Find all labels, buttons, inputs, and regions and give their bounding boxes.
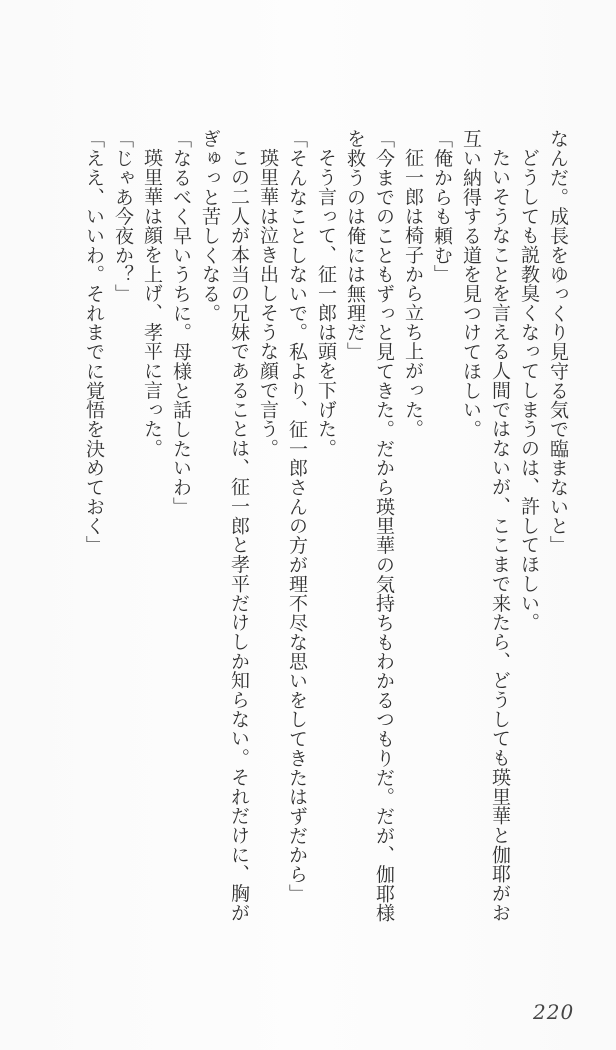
paragraph: 「ええ、いいわ。それまでに覚悟を決めておく」 <box>83 129 105 555</box>
paragraph: なんだ。成長をゆっくり見守る気で臨まないと」 <box>547 129 569 555</box>
page-number: 220 <box>533 1000 575 1024</box>
paragraph: たいそうなことを言える人間ではないが、ここまで来たら、どうしても瑛里華と伽耶がお互い納得する道を見つけてほしい。 <box>460 129 511 922</box>
paragraph: どうしても説教臭くなってしまうのは、許してほしい。 <box>518 148 540 632</box>
paragraph: 瑛里華は顔を上げ、孝平に言った。 <box>141 148 163 458</box>
paragraph: そう言って、征一郎は頭を下げた。 <box>315 148 337 458</box>
paragraph: 征一郎は椅子から立ち上がった。 <box>402 148 424 439</box>
paragraph: 「じゃあ今夜か？」 <box>112 129 134 304</box>
paragraph: 「今までのこともずっと見てきた。だから瑛里華の気持ちもわかるつもりだ。だが、伽耶様を救うのは俺には無理だ」 <box>344 129 395 923</box>
paragraph: 「俺からも頼む」 <box>431 129 453 284</box>
paragraph: この二人が本当の兄妹であることは、征一郎と孝平だけしか知らない。それだけに、胸がぎゅっと苦しくなる。 <box>199 129 250 922</box>
novel-text-block <box>79 129 572 941</box>
paragraph: 「そんなことしないで。私より、征一郎さんの方が理不尽な思いをしてきたはずだから」 <box>286 129 308 903</box>
paragraph: 瑛里華は泣き出しそうな顔で言う。 <box>257 148 279 458</box>
paragraph: 「なるべく早いうちに。母様と話したいわ」 <box>170 129 192 516</box>
